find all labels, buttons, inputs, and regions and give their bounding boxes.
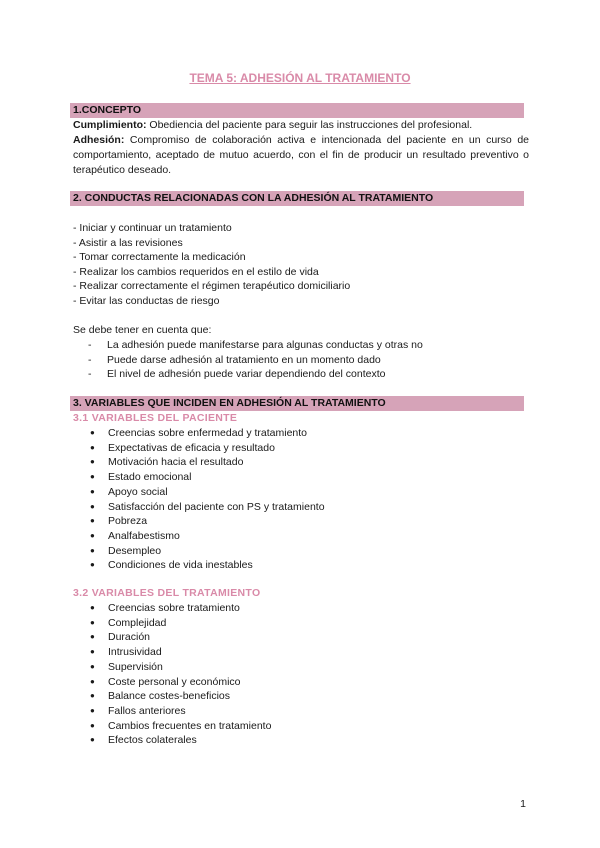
term-adhesion: Adhesión: (73, 134, 125, 146)
list-item: ● Analfabestismo (90, 529, 325, 544)
list-item: ● Supervisión (90, 660, 271, 675)
list-item: - Puede darse adhesión al tratamiento en un momento dado (88, 353, 423, 368)
page-title: TEMA 5: ADHESIÓN AL TRATAMIENTO (189, 71, 411, 85)
list-item: ● Expectativas de eficacia y resultado (90, 441, 325, 456)
tratamiento-list (90, 601, 271, 748)
definitions-paragraph (73, 118, 529, 178)
page-number: 1 (520, 798, 526, 810)
list-item: - Realizar los cambios requeridos en el estilo de vida (73, 265, 319, 278)
list-item: ● Desempleo (90, 544, 325, 559)
list-item: ● Condiciones de vida inestables (90, 558, 325, 573)
list-item: ● Creencias sobre tratamiento (90, 601, 271, 616)
section-heading-variables: 3. VARIABLES QUE INCIDEN EN ADHESIÓN AL TRATAMIENTO (70, 396, 524, 411)
list-item: ● Duración (90, 630, 271, 645)
list-item: - La adhesión puede manifestarse para algunas conductas y otras no (88, 338, 423, 353)
section-heading-conductas: 2. CONDUCTAS RELACIONADAS CON LA ADHESIÓN AL TRATAMIENTO (70, 191, 524, 206)
list-item: ● Motivación hacia el resultado (90, 455, 325, 470)
paciente-list (90, 426, 325, 573)
list-item: ● Balance costes-beneficios (90, 689, 271, 704)
list-item: ● Coste personal y económico (90, 675, 271, 690)
note-intro: Se debe tener en cuenta que: (73, 324, 212, 336)
list-item: ● Satisfacción del paciente con PS y tratamiento (90, 500, 325, 515)
list-item: - Evitar las conductas de riesgo (73, 295, 220, 307)
list-item: - Realizar correctamente el régimen terapéutico domiciliario (73, 280, 351, 293)
definition-adhesion-text: Compromiso de colaboración activa e intencionada del paciente en un curso de comportamiento, aceptado de mutuo acuerdo, con el fin de producir un resultado preventivo o terapéutico deseado. (73, 134, 529, 176)
list-item: - Iniciar y continuar un tratamiento (73, 222, 232, 234)
list-item: - Tomar correctamente la medicación (73, 251, 246, 264)
list-item: ● Apoyo social (90, 485, 325, 500)
section-heading-concepto: 1.CONCEPTO (70, 103, 524, 118)
list-item: - Asistir a las revisiones (73, 236, 183, 249)
list-item: ● Creencias sobre enfermedad y tratamiento (90, 426, 325, 441)
list-item: ● Cambios frecuentes en tratamiento (90, 719, 271, 734)
list-item: - El nivel de adhesión puede variar dependiendo del contexto (88, 367, 423, 382)
list-item: ● Estado emocional (90, 470, 325, 485)
list-item: ● Fallos anteriores (90, 704, 271, 719)
list-item: ● Complejidad (90, 616, 271, 631)
notes-list (88, 338, 423, 382)
subsection-heading-paciente: 3.1 VARIABLES DEL PACIENTE (73, 412, 238, 424)
list-item: ● Pobreza (90, 514, 325, 529)
definition-cumplimiento-text: Obediencia del paciente para seguir las instrucciones del profesional. (146, 119, 473, 131)
list-item: ● Efectos colaterales (90, 733, 271, 748)
definition-cumplimiento (73, 118, 529, 133)
term-cumplimiento: Cumplimiento: (73, 119, 147, 131)
subsection-heading-tratamiento: 3.2 VARIABLES DEL TRATAMIENTO (73, 587, 261, 599)
definition-adhesion (73, 133, 529, 178)
list-item: ● Intrusividad (90, 645, 271, 660)
